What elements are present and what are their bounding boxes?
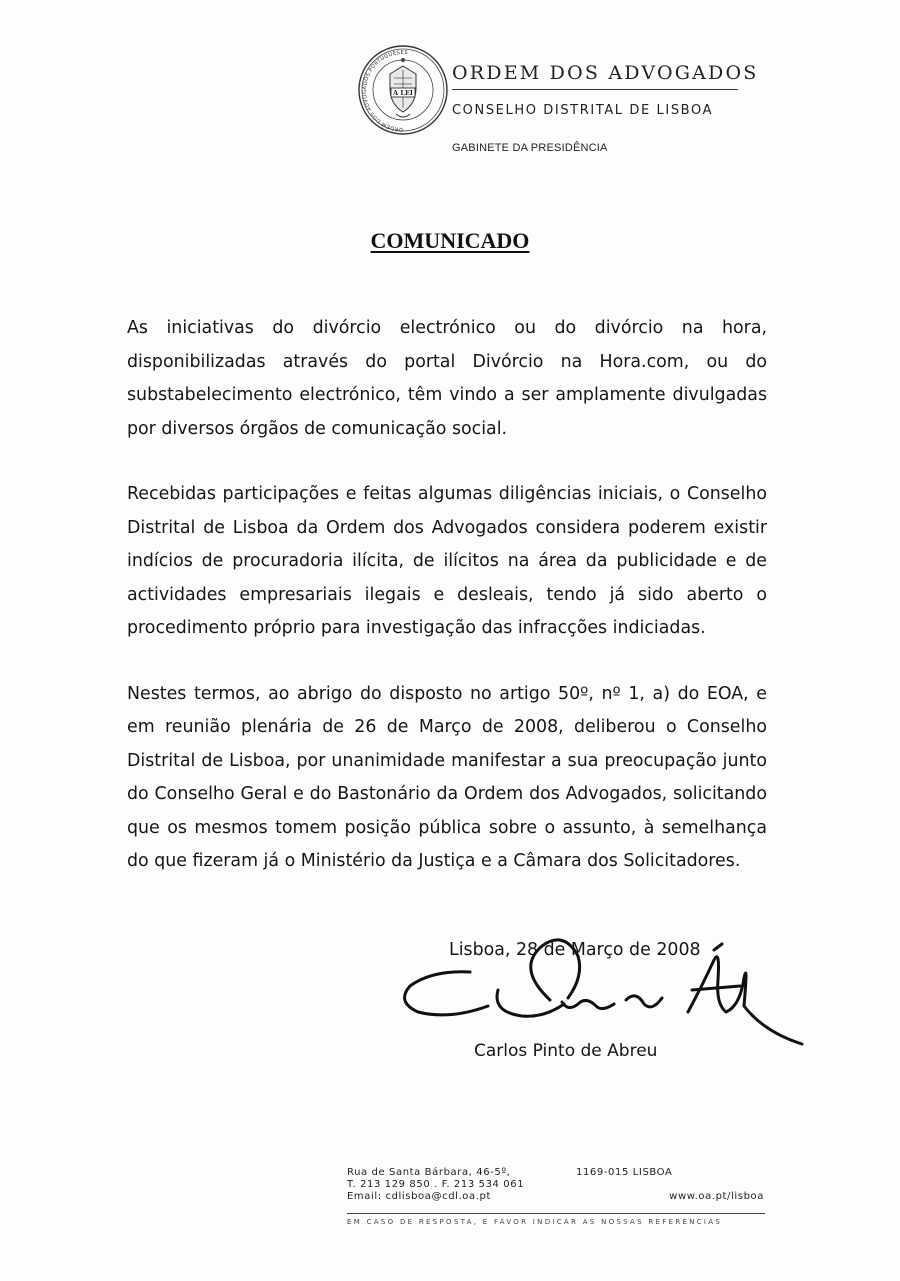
footer-row-address <box>347 1167 764 1179</box>
footer-note: EM CASO DE RESPOSTA, É FAVOR INDICAR AS NOSSAS REFERÊNCIAS <box>347 1218 723 1226</box>
paragraph-3: Nestes termos, ao abrigo do disposto no artigo 50º, nº 1, a) do EOA, e em reunião plenária de 26 de Março de 2008, deliberou o Conselho Distrital de Lisboa, por unanimidade manifestar a sua preocupação junto do Conselho Geral e do Bastonário da Ordem dos Advogados, solicitando que os mesmos tomem posição pública sobre o assunto, à semelhança do que fizeram já o Ministério da Justiça e a Câmara dos Solicitadores. <box>127 683 767 871</box>
svg-text:A LEI: A LEI <box>393 89 413 97</box>
document-title-text: COMUNICADO <box>370 228 530 253</box>
footer-phones: T. 213 129 850 . F. 213 534 061 <box>347 1179 525 1190</box>
footer-row-phones <box>347 1179 764 1191</box>
footer-divider <box>347 1213 765 1214</box>
footer-postal: 1169-015 LISBOA <box>576 1167 673 1178</box>
handwritten-signature <box>392 920 812 1060</box>
footer-address: Rua de Santa Bárbara, 46-5º, <box>347 1167 511 1178</box>
council-name: CONSELHO DISTRITAL DE LISBOA <box>452 103 714 118</box>
footer-website: www.oa.pt/lisboa <box>669 1191 764 1202</box>
footer-email: Email: cdlisboa@cdl.oa.pt <box>347 1191 491 1202</box>
footer <box>347 1167 764 1203</box>
document-title <box>0 228 900 254</box>
svg-text:ORDEM DOS ADVOGADOS PORTUGUESE: ORDEM DOS ADVOGADOS PORTUGUESES <box>362 49 409 133</box>
letterhead-divider <box>452 89 738 90</box>
document-body <box>127 312 767 911</box>
seal-logo <box>358 44 448 136</box>
footer-row-contact <box>347 1191 764 1203</box>
signer-name: Carlos Pinto de Abreu <box>474 1041 658 1061</box>
paragraph-1: As iniciativas do divórcio electrónico ou do divórcio na hora, disponibilizadas através do portal Divórcio na Hora.com, ou do substabelecimento electrónico, têm vindo a ser amplamente divulgadas por diversos órgãos de comunicação social. <box>127 318 767 439</box>
paragraph-2: Recebidas participações e feitas algumas diligências iniciais, o Conselho Distrital de Lisboa da Ordem dos Advogados considera poderem existir indícios de procuradoria ilícita, de ilícitos na área da publicidade e de actividades empresariais ilegais e desleais, tendo já sido aberto o procedimento próprio para investigação das infracções indiciadas. <box>127 484 767 638</box>
org-name: ORDEM DOS ADVOGADOS <box>452 62 759 84</box>
office-name: GABINETE DA PRESIDÊNCIA <box>452 142 608 154</box>
place-date: Lisboa, 28 de Março de 2008 <box>449 940 701 960</box>
